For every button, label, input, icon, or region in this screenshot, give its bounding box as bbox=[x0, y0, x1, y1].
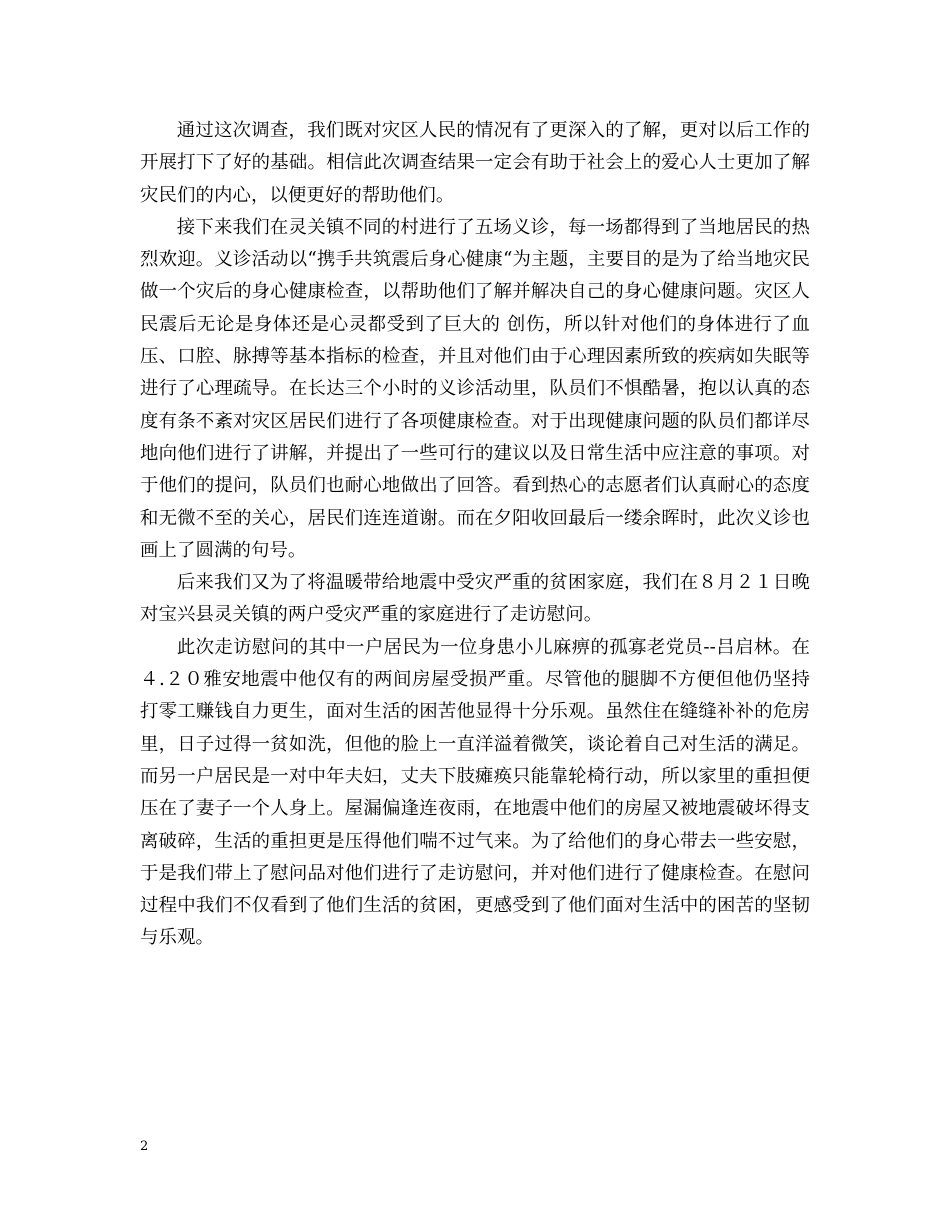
paragraph-visit-intro: 后来我们又为了将温暖带给地震中受灾严重的贫困家庭，我们在８月２１日晚对宝兴县灵关镇的两户受灾严重的家庭进行了走访慰问。 bbox=[140, 572, 810, 626]
paragraph-survey-summary: 通过这次调查，我们既对灾区人民的情况有了更深入的了解，更对以后工作的开展打下了好的基础。相信此次调查结果一定会有助于社会上的爱心人士更加了解灾民们的内心，以便更好的帮助他们。 bbox=[140, 120, 810, 206]
page-body bbox=[140, 115, 810, 955]
page-number: 2 bbox=[140, 1139, 149, 1154]
paragraph-free-clinic: 接下来我们在灵关镇不同的村进行了五场义诊，每一场都得到了当地居民的热烈欢迎。义诊活动以“携手共筑震后身心健康“为主题，主要目的是为了给当地灾民做一个灾后的身心健康检查，以帮助他们了解并解决自己的身心健康问题。灾区人民震后无论是身体还是心灵都受到了巨大的 创伤，所以针对他们的身体进行了血压、口腔、脉搏等基本指标的检查，并且对他们由于心理因素所致的疾病如失眠等进行了心理疏导。在长达三个小时的义诊活动里，队员们不惧酷暑，抱以认真的态度有条不紊对灾区居民们进行了各项健康检查。对于出现健康问题的队员们都详尽地向他们进行了讲解，并提出了一些可行的建议以及日常生活中应注意的事项。对于他们的提问，队员们也耐心地做出了回答。看到热心的志愿者们认真耐心的态度和无微不至的关心，居民们连连道谢。而在夕阳收回最后一缕余晖时，此次义诊也画上了圆满的句号。 bbox=[140, 216, 810, 561]
paragraph-visit-details: 此次走访慰问的其中一户居民为一位身患小儿麻痹的孤寡老党员--吕启林。在４.２０雅安地震中他仅有的两间房屋受损严重。尽管他的腿脚不方便但他仍坚持打零工赚钱自力更生，面对生活的困苦他显得十分乐观。虽然住在缝缝补补的危房里，日子过得一贫如洗，但他的脸上一直洋溢着微笑，谈论着自己对生活的满足。而另一户居民是一对中年夫妇，丈夫下肢瘫痪只能靠轮椅行动，所以家里的重担便压在了妻子一个人身上。屋漏偏逢连夜雨，在地震中他们的房屋又被地震破坏得支离破碎，生活的重担更是压得他们喘不过气来。为了给他们的身心带去一些安慰，于是我们带上了慰问品对他们进行了走访慰问，并对他们进行了健康检查。在慰问过程中我们不仅看到了他们生活的贫困，更感受到了他们面对生活中的困苦的坚韧与乐观。 bbox=[140, 636, 810, 949]
